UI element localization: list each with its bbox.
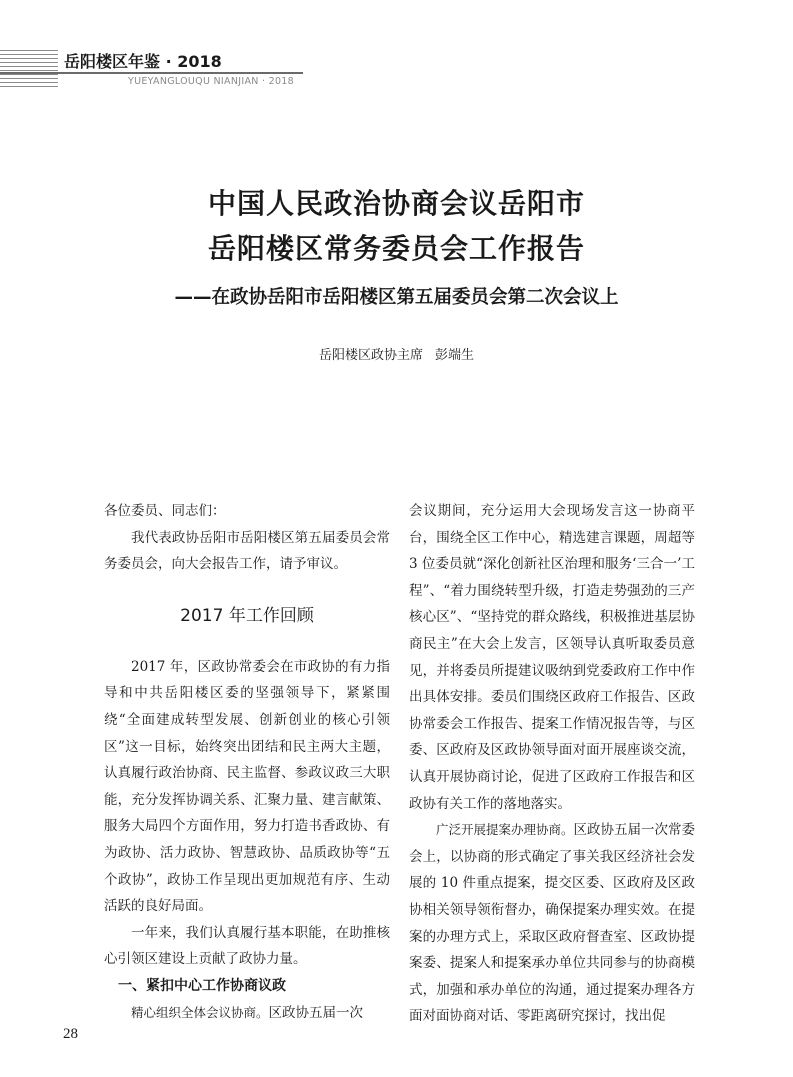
- left-column: [104, 498, 390, 1026]
- lead-text-1: 区政协五届一次: [268, 1004, 364, 1021]
- lead-phrase-2: 广泛开展提案办理协商。: [436, 822, 574, 838]
- header-stripes-decoration: [0, 50, 58, 88]
- intro-paragraph: 我代表政协岳阳市岳阳楼区第五届委员会常务委员会，向大会报告工作，请予审议。: [104, 529, 390, 573]
- article-subtitle: ——在政协岳阳市岳阳楼区第五届委员会第二次会议上: [174, 287, 619, 308]
- continued-paragraph: 会议期间，充分运用大会现场发言这一协商平台，围绕全区工作中心，精选建言课题，周超等 3 位委员就“深化创新社区治理和服务‘三合一’工程”、“着力围绕转型升级，打造走势强劲的三产核心区”、“坚持党的群众路线，积极推进基层协商民主”在大会上发言，区领导认真听取委员意见，并将委员所提建议吸纳到党委政府工作中作出具体安排。委员们围绕区政府工作报告、区政协常委会工作报告、提案工作情况报告等，与区委、区政府及区政协领导面对面开展座谈交流，认真开展协商讨论，促进了区政府工作报告和区政协有关工作的落地落实。: [409, 503, 695, 812]
- review-paragraph-1: 2017 年，区政协常委会在市政协的有力指导和中共岳阳楼区委的坚强领导下，紧紧围绕“全面建成转型发展、创新创业的核心引领区”这一目标，始终突出团结和民主两大主题，认真履行政治协商、民主监督、参政议政三大职能，充分发挥协调关系、汇聚力量、建言献策、服务大局四个方面作用，努力打造书香政协、有为政协、活力政协、智慧政协、品质政协等“五个政协”，政协工作呈现出更加规范有序、生动活跃的良好局面。: [104, 658, 390, 915]
- lead-phrase-1: 精心组织全体会议协商。: [131, 1004, 269, 1020]
- running-header-subtitle: YUEYANGLOUQU NIANJIAN · 2018: [128, 76, 294, 87]
- right-column: [409, 498, 695, 1030]
- subheading-1: 一、紧扣中心工作协商议政: [118, 977, 286, 994]
- article-title-line2: 岳阳楼区常务委员会工作报告: [207, 232, 585, 265]
- salutation: 各位委员、同志们：: [104, 503, 226, 519]
- page-number: 28: [63, 1026, 78, 1042]
- article-title-line1: 中国人民政治协商会议岳阳市: [207, 187, 585, 220]
- section-heading: 2017 年工作回顾: [180, 605, 314, 626]
- header-rule: [0, 72, 303, 74]
- plenary-consultation-paragraph: [104, 1000, 390, 1027]
- proposal-text: 区政协五届一次常委会上，以协商的形式确定了事关我区经济社会发展的 10 件重点提案，提交区委、区政府及区政协相关领导领衔督办，确保提案办理实效。在提案的办理方式上，采取区政府督查室、区政协提案委、提案人和提案承办单位共同参与的协商模式，加强和承办单位的沟通，通过提案办理各方面对面协商对话、零距离研究探讨，找出促: [409, 822, 696, 1025]
- proposal-paragraph: [409, 817, 695, 1030]
- author-name: 彭端生: [435, 348, 475, 363]
- author-line: [0, 344, 793, 363]
- author-role: 岳阳楼区政协主席: [318, 348, 423, 363]
- running-header-title: 岳阳楼区年鉴 · 2018: [64, 52, 222, 71]
- review-paragraph-2: 一年来，我们认真履行基本职能，在助推核心引领区建设上贡献了政协力量。: [104, 924, 390, 968]
